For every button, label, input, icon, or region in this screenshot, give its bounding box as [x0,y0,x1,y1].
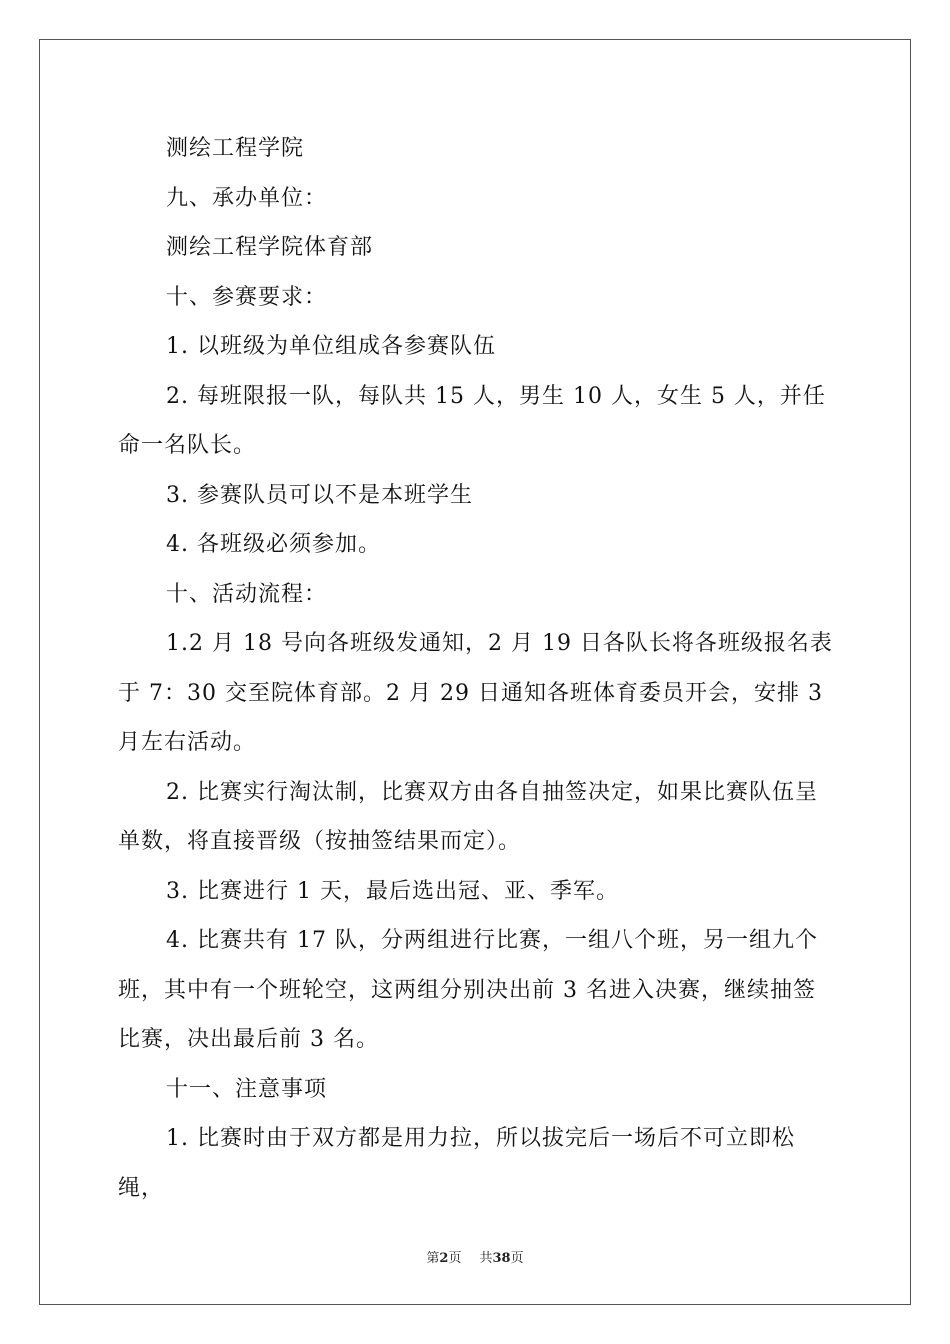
list-item: 2. 每班限报一队，每队共 15 人，男生 10 人，女生 5 人，并任命一名队长。 [118,383,826,458]
list-item: 3. 比赛进行 1 天，最后选出冠、亚、季军。 [166,878,619,904]
section-heading-notes: 十一、注意事项 [166,1076,328,1102]
page-suffix: 页 [448,1251,462,1266]
page-number: 2 [439,1251,449,1266]
page-footer [0,1247,950,1266]
section-heading-process: 十、活动流程： [166,581,328,607]
list-item: 1.2 月 18 号向各班级发通知，2 月 19 日各队长将各班级报名表于 7：30 交至院体育部。2 月 29 日通知各班体育委员开会，安排 3 月左右活动。 [118,631,833,755]
list-item: 1. 比赛时由于双方都是用力拉，所以拔完后一场后不可立即松绳， [118,1126,795,1201]
total-pages: 38 [492,1251,511,1266]
list-item: 4. 各班级必须参加。 [166,532,381,557]
paragraph: 测绘工程学院 [166,136,305,161]
list-item: 4. 比赛共有 17 队，分两组进行比赛，一组八个班，另一组九个班，其中有一个班轮空，这两组分别决出前 3 名进入决赛，继续抽签比赛，决出最后前 3 名。 [118,928,818,1052]
list-item: 1. 以班级为单位组成各参赛队伍 [166,334,496,359]
list-item: 2. 比赛实行淘汰制，比赛双方由各自抽签决定，如果比赛队伍呈单数，将直接晋级（按抽签结果而定）。 [118,779,818,854]
page-prefix: 第 [426,1251,440,1266]
section-heading-requirements: 十、参赛要求： [166,284,328,310]
paragraph: 测绘工程学院体育部 [166,235,374,260]
total-prefix: 共 [479,1251,493,1266]
document-body [118,124,834,1213]
section-heading-organizer: 九、承办单位： [166,185,328,211]
list-item: 3. 参赛队员可以不是本班学生 [166,482,473,508]
total-suffix: 页 [510,1251,524,1266]
